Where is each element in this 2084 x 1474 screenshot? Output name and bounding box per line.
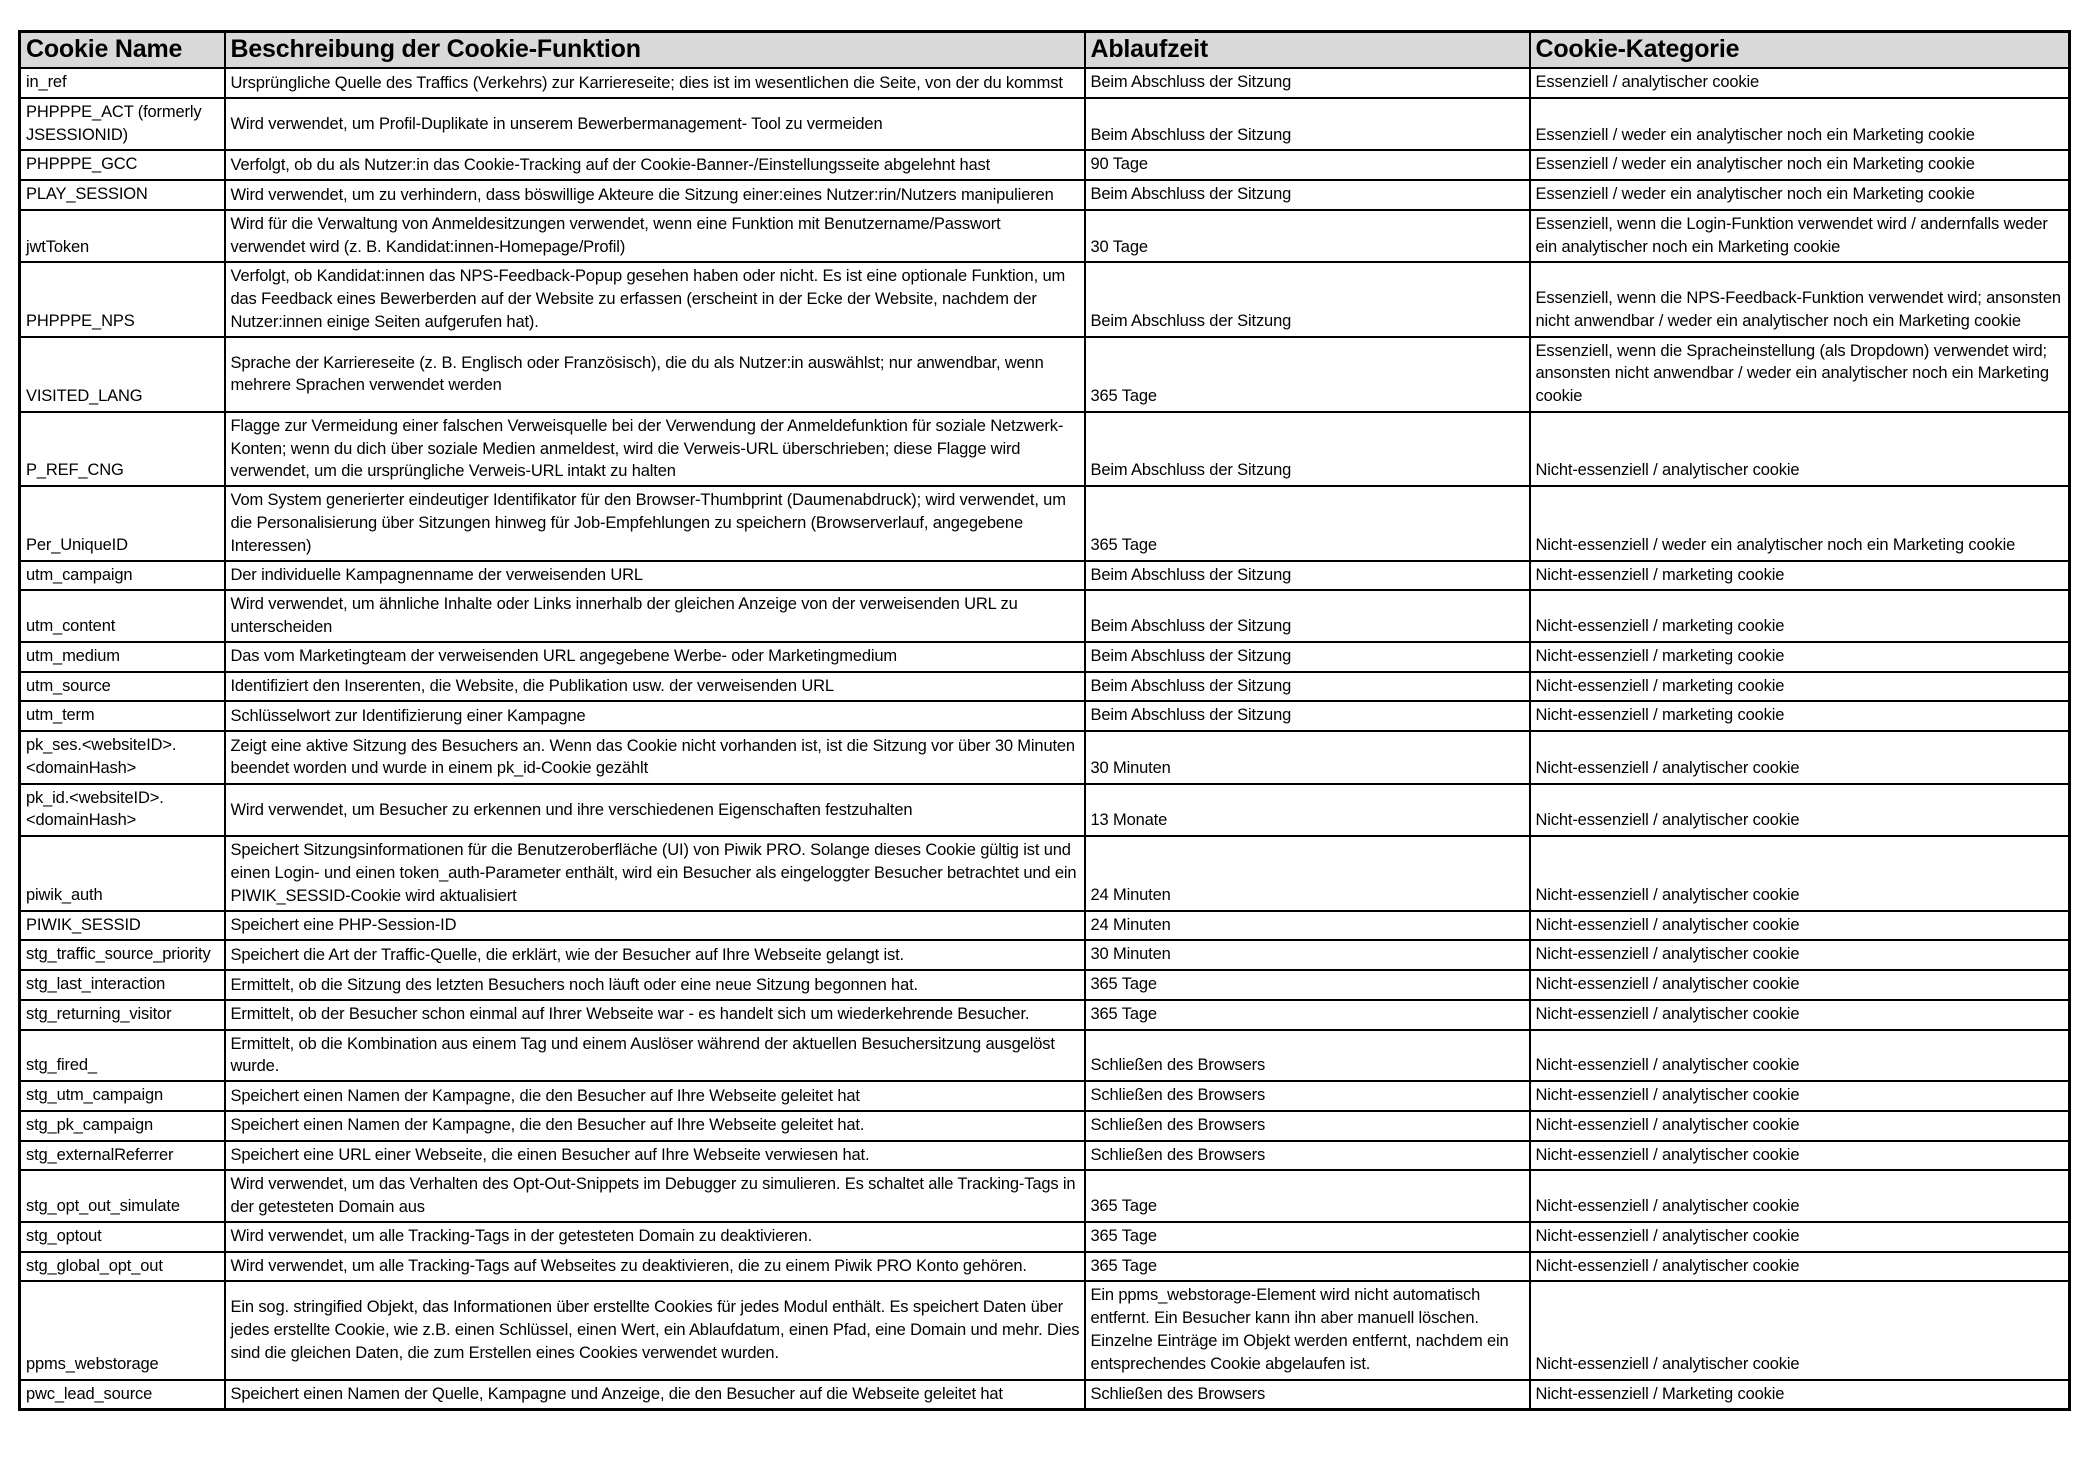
cell-description: Sprache der Karriereseite (z. B. Englisch oder Französisch), die du als Nutzer:in auswählst; nur anwendbar, wenn mehrere Sprachen verwendet werden bbox=[225, 337, 1085, 412]
table-row bbox=[20, 642, 2070, 672]
cell-expiry: 13 Monate bbox=[1085, 784, 1530, 837]
table-row bbox=[20, 1030, 2070, 1082]
cell-category: Nicht-essenziell / analytischer cookie bbox=[1530, 940, 2070, 970]
cell-category: Essenziell, wenn die Spracheinstellung (als Dropdown) verwendet wird; ansonsten nicht anwendbar / weder ein analytischer noch ein Marketing cookie bbox=[1530, 337, 2070, 412]
cell-category: Essenziell / weder ein analytischer noch ein Marketing cookie bbox=[1530, 150, 2070, 180]
cell-cookie-name: Per_UniqueID bbox=[20, 486, 225, 560]
cell-description: Schlüsselwort zur Identifizierung einer Kampagne bbox=[225, 701, 1085, 731]
column-header-cookie-name: Cookie Name bbox=[20, 32, 225, 69]
cell-description: Wird verwendet, um ähnliche Inhalte oder Links innerhalb der gleichen Anzeige von der verweisenden URL zu unterscheiden bbox=[225, 590, 1085, 642]
cell-description: Speichert eine URL einer Webseite, die einen Besucher auf Ihre Webseite verwiesen hat. bbox=[225, 1141, 1085, 1171]
cell-cookie-name: stg_returning_visitor bbox=[20, 1000, 225, 1030]
cell-cookie-name: stg_utm_campaign bbox=[20, 1081, 225, 1111]
cell-category: Essenziell / weder ein analytischer noch ein Marketing cookie bbox=[1530, 180, 2070, 210]
cell-category: Nicht-essenziell / analytischer cookie bbox=[1530, 784, 2070, 837]
cell-description: Der individuelle Kampagnenname der verweisenden URL bbox=[225, 561, 1085, 591]
cell-description: Das vom Marketingteam der verweisenden URL angegebene Werbe- oder Marketingmedium bbox=[225, 642, 1085, 672]
table-row bbox=[20, 1000, 2070, 1030]
cell-cookie-name: PIWIK_SESSID bbox=[20, 911, 225, 941]
table-row bbox=[20, 731, 2070, 784]
cell-expiry: Beim Abschluss der Sitzung bbox=[1085, 180, 1530, 210]
cell-description: Verfolgt, ob du als Nutzer:in das Cookie-Tracking auf der Cookie-Banner-/Einstellungsseite abgelehnt hast bbox=[225, 150, 1085, 180]
cell-category: Nicht-essenziell / analytischer cookie bbox=[1530, 1141, 2070, 1171]
table-header-row bbox=[20, 32, 2070, 69]
cell-category: Nicht-essenziell / marketing cookie bbox=[1530, 672, 2070, 702]
cell-cookie-name: PLAY_SESSION bbox=[20, 180, 225, 210]
cell-description: Ein sog. stringified Objekt, das Informationen über erstellte Cookies für jedes Modul enthält. Es speichert Daten über jedes erstellte Cookie, wie z.B. einen Schlüssel, einen Wert, ein Ablaufdatum, einen Pfad, eine Domain und mehr. Dies sind die gleichen Daten, die zum Erstellen eines Cookies verwendet wurden. bbox=[225, 1281, 1085, 1379]
table-row bbox=[20, 1281, 2070, 1379]
cell-cookie-name: stg_externalReferrer bbox=[20, 1141, 225, 1171]
cell-description: Wird verwendet, um Profil-Duplikate in unserem Bewerbermanagement- Tool zu vermeiden bbox=[225, 98, 1085, 151]
cell-expiry: 90 Tage bbox=[1085, 150, 1530, 180]
cell-category: Nicht-essenziell / analytischer cookie bbox=[1530, 911, 2070, 941]
table-row bbox=[20, 1141, 2070, 1171]
table-row bbox=[20, 486, 2070, 560]
cell-description: Wird verwendet, um zu verhindern, dass böswillige Akteure die Sitzung einer:eines Nutzer:rin/Nutzers manipulieren bbox=[225, 180, 1085, 210]
cell-description: Vom System generierter eindeutiger Identifikator für den Browser-Thumbprint (Daumenabdruck); wird verwendet, um die Personalisierung über Sitzungen hinweg für Job-Empfehlungen zu speichern (Browserverlauf, angegebene Interessen) bbox=[225, 486, 1085, 560]
cell-category: Nicht-essenziell / analytischer cookie bbox=[1530, 1030, 2070, 1082]
cell-description: Ermittelt, ob die Sitzung des letzten Besuchers noch läuft oder eine neue Sitzung begonnen hat. bbox=[225, 970, 1085, 1000]
cell-expiry: 24 Minuten bbox=[1085, 911, 1530, 941]
cell-expiry: 30 Tage bbox=[1085, 210, 1530, 263]
cell-category: Nicht-essenziell / analytischer cookie bbox=[1530, 1111, 2070, 1141]
cell-description: Wird für die Verwaltung von Anmeldesitzungen verwendet, wenn eine Funktion mit Benutzername/Passwort verwendet wird (z. B. Kandidat:innen-Homepage/Profil) bbox=[225, 210, 1085, 263]
cell-category: Nicht-essenziell / analytischer cookie bbox=[1530, 1000, 2070, 1030]
cell-expiry: 365 Tage bbox=[1085, 1000, 1530, 1030]
table-row bbox=[20, 561, 2070, 591]
table-row bbox=[20, 672, 2070, 702]
table-row bbox=[20, 262, 2070, 336]
cell-expiry: Beim Abschluss der Sitzung bbox=[1085, 590, 1530, 642]
cell-expiry: Schließen des Browsers bbox=[1085, 1111, 1530, 1141]
table-row bbox=[20, 940, 2070, 970]
cell-category: Nicht-essenziell / weder ein analytischer noch ein Marketing cookie bbox=[1530, 486, 2070, 560]
cell-description: Speichert eine PHP-Session-ID bbox=[225, 911, 1085, 941]
cell-cookie-name: pwc_lead_source bbox=[20, 1380, 225, 1410]
cell-expiry: Schließen des Browsers bbox=[1085, 1380, 1530, 1410]
cell-expiry: Beim Abschluss der Sitzung bbox=[1085, 412, 1530, 486]
table-row bbox=[20, 1170, 2070, 1222]
cell-description: Verfolgt, ob Kandidat:innen das NPS-Feedback-Popup gesehen haben oder nicht. Es ist eine optionale Funktion, um das Feedback eines Bewerberden auf der Website zu erfassen (erscheint in der Ecke der Website, nachdem der Nutzer:innen einige Seiten aufgerufen hat). bbox=[225, 262, 1085, 336]
cell-description: Speichert einen Namen der Quelle, Kampagne und Anzeige, die den Besucher auf die Webseite geleitet hat bbox=[225, 1380, 1085, 1410]
table-row bbox=[20, 836, 2070, 910]
cell-description: Identifiziert den Inserenten, die Website, die Publikation usw. der verweisenden URL bbox=[225, 672, 1085, 702]
cell-description: Ermittelt, ob der Besucher schon einmal auf Ihrer Webseite war - es handelt sich um wiederkehrende Besucher. bbox=[225, 1000, 1085, 1030]
cell-expiry: 30 Minuten bbox=[1085, 731, 1530, 784]
cell-category: Essenziell, wenn die NPS-Feedback-Funktion verwendet wird; ansonsten nicht anwendbar / weder ein analytischer noch ein Marketing cookie bbox=[1530, 262, 2070, 336]
cell-cookie-name: in_ref bbox=[20, 68, 225, 98]
cell-expiry: Beim Abschluss der Sitzung bbox=[1085, 642, 1530, 672]
cell-category: Essenziell / analytischer cookie bbox=[1530, 68, 2070, 98]
cell-cookie-name: utm_term bbox=[20, 701, 225, 731]
cell-category: Nicht-essenziell / marketing cookie bbox=[1530, 642, 2070, 672]
cell-category: Nicht-essenziell / analytischer cookie bbox=[1530, 1281, 2070, 1379]
cookie-table bbox=[18, 30, 2071, 1411]
cell-cookie-name: piwik_auth bbox=[20, 836, 225, 910]
cell-expiry: Beim Abschluss der Sitzung bbox=[1085, 68, 1530, 98]
cell-cookie-name: stg_fired_ bbox=[20, 1030, 225, 1082]
cell-expiry: 24 Minuten bbox=[1085, 836, 1530, 910]
table-body bbox=[20, 68, 2070, 1410]
table-row bbox=[20, 590, 2070, 642]
cell-cookie-name: utm_content bbox=[20, 590, 225, 642]
cell-category: Nicht-essenziell / analytischer cookie bbox=[1530, 970, 2070, 1000]
column-header-expiry: Ablaufzeit bbox=[1085, 32, 1530, 69]
cell-category: Nicht-essenziell / marketing cookie bbox=[1530, 561, 2070, 591]
table-row bbox=[20, 98, 2070, 151]
cell-cookie-name: utm_source bbox=[20, 672, 225, 702]
table-row bbox=[20, 337, 2070, 412]
table-row bbox=[20, 1222, 2070, 1252]
cell-cookie-name: pk_ses.<websiteID>.<domainHash> bbox=[20, 731, 225, 784]
cell-description: Speichert Sitzungsinformationen für die Benutzeroberfläche (UI) von Piwik PRO. Solange dieses Cookie gültig ist und einen Login- und einen token_auth-Parameter enthält, wird ein Besucher als eingeloggter Besucher betrachtet und ein PIWIK_SESSID-Cookie wird aktualisiert bbox=[225, 836, 1085, 910]
cell-cookie-name: utm_medium bbox=[20, 642, 225, 672]
table-row bbox=[20, 784, 2070, 837]
cell-category: Essenziell, wenn die Login-Funktion verwendet wird / andernfalls weder ein analytischer noch ein Marketing cookie bbox=[1530, 210, 2070, 263]
cell-category: Nicht-essenziell / analytischer cookie bbox=[1530, 1170, 2070, 1222]
cell-description: Speichert die Art der Traffic-Quelle, die erklärt, wie der Besucher auf Ihre Webseite gelangt ist. bbox=[225, 940, 1085, 970]
cell-cookie-name: stg_global_opt_out bbox=[20, 1252, 225, 1282]
cell-expiry: Beim Abschluss der Sitzung bbox=[1085, 98, 1530, 151]
table-row bbox=[20, 1252, 2070, 1282]
cell-cookie-name: utm_campaign bbox=[20, 561, 225, 591]
cell-description: Wird verwendet, um alle Tracking-Tags auf Webseites zu deaktivieren, die zu einem Piwik PRO Konto gehören. bbox=[225, 1252, 1085, 1282]
cell-cookie-name: stg_pk_campaign bbox=[20, 1111, 225, 1141]
table-row bbox=[20, 1380, 2070, 1410]
cell-cookie-name: VISITED_LANG bbox=[20, 337, 225, 412]
column-header-description: Beschreibung der Cookie-Funktion bbox=[225, 32, 1085, 69]
cell-cookie-name: jwtToken bbox=[20, 210, 225, 263]
cell-expiry: 30 Minuten bbox=[1085, 940, 1530, 970]
cell-expiry: Beim Abschluss der Sitzung bbox=[1085, 561, 1530, 591]
table-row bbox=[20, 1081, 2070, 1111]
cell-category: Nicht-essenziell / marketing cookie bbox=[1530, 590, 2070, 642]
cell-cookie-name: PHPPPE_GCC bbox=[20, 150, 225, 180]
cell-description: Speichert einen Namen der Kampagne, die den Besucher auf Ihre Webseite geleitet hat bbox=[225, 1081, 1085, 1111]
cell-expiry: Schließen des Browsers bbox=[1085, 1081, 1530, 1111]
table-row bbox=[20, 150, 2070, 180]
cell-description: Ursprüngliche Quelle des Traffics (Verkehrs) zur Karriereseite; dies ist im wesentlichen die Seite, von der du kommst bbox=[225, 68, 1085, 98]
cell-description: Speichert einen Namen der Kampagne, die den Besucher auf Ihre Webseite geleitet hat. bbox=[225, 1111, 1085, 1141]
table-row bbox=[20, 970, 2070, 1000]
table-row bbox=[20, 701, 2070, 731]
cell-cookie-name: stg_optout bbox=[20, 1222, 225, 1252]
cell-description: Wird verwendet, um Besucher zu erkennen und ihre verschiedenen Eigenschaften festzuhalten bbox=[225, 784, 1085, 837]
cell-category: Nicht-essenziell / analytischer cookie bbox=[1530, 1252, 2070, 1282]
column-header-category: Cookie-Kategorie bbox=[1530, 32, 2070, 69]
cell-cookie-name: PHPPPE_NPS bbox=[20, 262, 225, 336]
cell-category: Nicht-essenziell / Marketing cookie bbox=[1530, 1380, 2070, 1410]
cell-expiry: Beim Abschluss der Sitzung bbox=[1085, 701, 1530, 731]
cell-cookie-name: stg_opt_out_simulate bbox=[20, 1170, 225, 1222]
cell-expiry: 365 Tage bbox=[1085, 1252, 1530, 1282]
cell-cookie-name: pk_id.<websiteID>.<domainHash> bbox=[20, 784, 225, 837]
cell-expiry: 365 Tage bbox=[1085, 337, 1530, 412]
cell-category: Essenziell / weder ein analytischer noch ein Marketing cookie bbox=[1530, 98, 2070, 151]
table-row bbox=[20, 911, 2070, 941]
cell-cookie-name: PHPPPE_ACT (formerly JSESSIONID) bbox=[20, 98, 225, 151]
cell-cookie-name: P_REF_CNG bbox=[20, 412, 225, 486]
cell-expiry: 365 Tage bbox=[1085, 1170, 1530, 1222]
cell-category: Nicht-essenziell / analytischer cookie bbox=[1530, 731, 2070, 784]
cell-category: Nicht-essenziell / marketing cookie bbox=[1530, 701, 2070, 731]
cell-description: Wird verwendet, um das Verhalten des Opt-Out-Snippets im Debugger zu simulieren. Es schaltet alle Tracking-Tags in der getesteten Domain aus bbox=[225, 1170, 1085, 1222]
cell-category: Nicht-essenziell / analytischer cookie bbox=[1530, 836, 2070, 910]
cell-category: Nicht-essenziell / analytischer cookie bbox=[1530, 1081, 2070, 1111]
table-row bbox=[20, 1111, 2070, 1141]
cell-cookie-name: stg_traffic_source_priority bbox=[20, 940, 225, 970]
cell-category: Nicht-essenziell / analytischer cookie bbox=[1530, 412, 2070, 486]
table-header bbox=[20, 32, 2070, 69]
cell-description: Flagge zur Vermeidung einer falschen Verweisquelle bei der Verwendung der Anmeldefunktion für soziale Netzwerk-Konten; wenn du dich über soziale Medien anmeldest, wird die Verweis-URL überschrieben; diese Flagge wird verwendet, um die ursprüngliche Verweis-URL intakt zu halten bbox=[225, 412, 1085, 486]
cell-expiry: Schließen des Browsers bbox=[1085, 1030, 1530, 1082]
table-row bbox=[20, 68, 2070, 98]
table-row bbox=[20, 180, 2070, 210]
table-row bbox=[20, 412, 2070, 486]
cell-category: Nicht-essenziell / analytischer cookie bbox=[1530, 1222, 2070, 1252]
table-row bbox=[20, 210, 2070, 263]
cell-description: Ermittelt, ob die Kombination aus einem Tag und einem Auslöser während der aktuellen Besuchersitzung ausgelöst wurde. bbox=[225, 1030, 1085, 1082]
cell-description: Wird verwendet, um alle Tracking-Tags in der getesteten Domain zu deaktivieren. bbox=[225, 1222, 1085, 1252]
cell-expiry: 365 Tage bbox=[1085, 486, 1530, 560]
cell-expiry: Beim Abschluss der Sitzung bbox=[1085, 262, 1530, 336]
cell-cookie-name: stg_last_interaction bbox=[20, 970, 225, 1000]
cell-expiry: Schließen des Browsers bbox=[1085, 1141, 1530, 1171]
cell-cookie-name: ppms_webstorage bbox=[20, 1281, 225, 1379]
cell-expiry: Ein ppms_webstorage-Element wird nicht automatisch entfernt. Ein Besucher kann ihn aber manuell löschen. Einzelne Einträge im Objekt werden entfernt, nachdem ein entsprechendes Cookie abgelaufen ist. bbox=[1085, 1281, 1530, 1379]
cell-description: Zeigt eine aktive Sitzung des Besuchers an. Wenn das Cookie nicht vorhanden ist, ist die Sitzung vor über 30 Minuten beendet worden und wurde in einem pk_id-Cookie gezählt bbox=[225, 731, 1085, 784]
cell-expiry: Beim Abschluss der Sitzung bbox=[1085, 672, 1530, 702]
cell-expiry: 365 Tage bbox=[1085, 1222, 1530, 1252]
cell-expiry: 365 Tage bbox=[1085, 970, 1530, 1000]
